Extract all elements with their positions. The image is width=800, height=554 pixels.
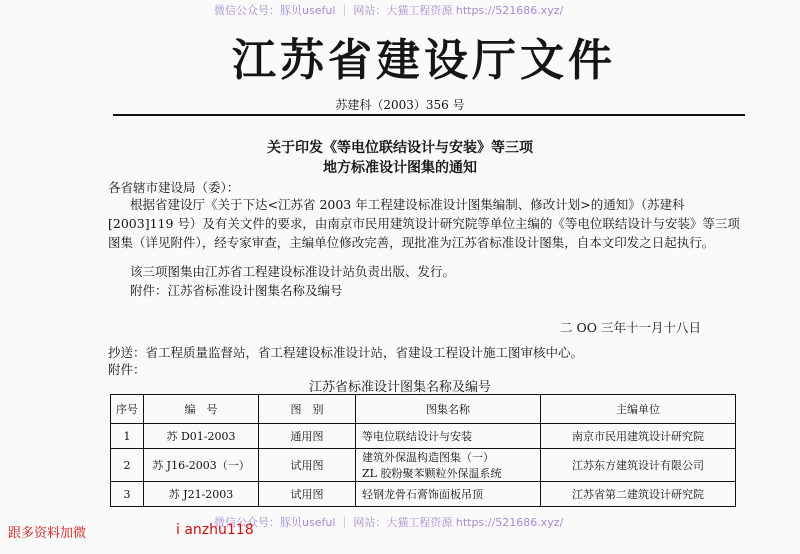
row-no: 1 [111, 424, 144, 449]
row-name [356, 449, 541, 482]
subject-line-2: 地方标准设计图集的通知 [323, 160, 477, 176]
table-row [111, 424, 736, 449]
row-name [356, 482, 541, 507]
row-type: 试用图 [259, 449, 356, 482]
document-number: 苏建科（2003）356 号 [335, 98, 465, 112]
watermark-bottom: 微信公众号：豚贝useful ｜ 网站：大猫工程资源 https://521686.xyz/ [214, 516, 564, 529]
header-code: 编 号 [144, 395, 259, 424]
atlas-table [110, 394, 736, 507]
header-unit: 主编单位 [541, 395, 736, 424]
header-name: 图集名称 [356, 395, 541, 424]
table-row [111, 482, 736, 507]
attachment-label: 附件： [108, 362, 146, 377]
row-no: 3 [111, 482, 144, 507]
paragraph-1 [108, 195, 748, 252]
issue-date: 二 OO 三年十一月十八日 [560, 320, 701, 335]
row-unit: 江苏东方建筑设计有限公司 [541, 449, 736, 482]
paragraph-1-text: 根据省建设厅《关于下达<江苏省 2003 年工程建设标准设计图集编制、修改计划>的通知》（苏建科[2003]119 号）及有关文件的要求，由南京市民用建筑设计研究院等单位主编的《等电位联结设计与安装》等三项图集（详见附件），经专家审查，主编单位修改完善，现批准为江苏省标准设计图集，自本文印发之日起执行。 [108, 197, 740, 250]
subject-line-1: 关于印发《等电位联结设计与安装》等三项 [267, 140, 533, 156]
header-no: 序号 [111, 395, 144, 424]
watermark-top: 微信公众号：豚贝useful ｜ 网站：大猫工程资源 https://521686.xyz/ [214, 4, 564, 17]
row-unit: 江苏省第二建筑设计研究院 [541, 482, 736, 507]
table-header-row [111, 395, 736, 424]
cc-line: 抄送：省工程质量监督站，省工程建设标准设计站，省建设工程设计施工图审核中心。 [108, 345, 584, 360]
row-name-line-1: 等电位联结设计与安装 [362, 430, 472, 443]
greeting-text: 各省辖市建设局（委）： [108, 180, 240, 195]
row-code: 苏 J16-2003（一） [144, 449, 259, 482]
promo-wechat-id: i anzhu118 [176, 522, 254, 538]
row-name-line-2: ZL 胶粉聚苯颗粒外保温系统 [362, 467, 502, 480]
row-name-line-1: 建筑外保温构造图集（一） [362, 451, 494, 464]
row-no: 2 [111, 449, 144, 482]
row-unit: 南京市民用建筑设计研究院 [541, 424, 736, 449]
table-title: 江苏省标准设计图集名称及编号 [308, 380, 491, 395]
row-type: 通用图 [259, 424, 356, 449]
row-code: 苏 J21-2003 [144, 482, 259, 507]
paragraph-2-text: 该三项图集由江苏省工程建设标准设计站负责出版、发行。 [130, 264, 456, 279]
promo-text: 跟多资料加微 [8, 526, 87, 541]
paragraph-2 [108, 262, 748, 281]
row-name [356, 424, 541, 449]
header-divider [113, 114, 745, 116]
row-code: 苏 D01-2003 [144, 424, 259, 449]
attachment-line [108, 281, 748, 300]
row-name-line-1: 轻钢龙骨石膏饰面板吊顶 [362, 488, 483, 501]
row-type: 试用图 [259, 482, 356, 507]
attachment-line-text: 附件：江苏省标准设计图集名称及编号 [130, 283, 343, 298]
document-title: 江苏省建设厅文件 [232, 35, 616, 86]
header-type: 图 别 [259, 395, 356, 424]
table-row [111, 449, 736, 482]
